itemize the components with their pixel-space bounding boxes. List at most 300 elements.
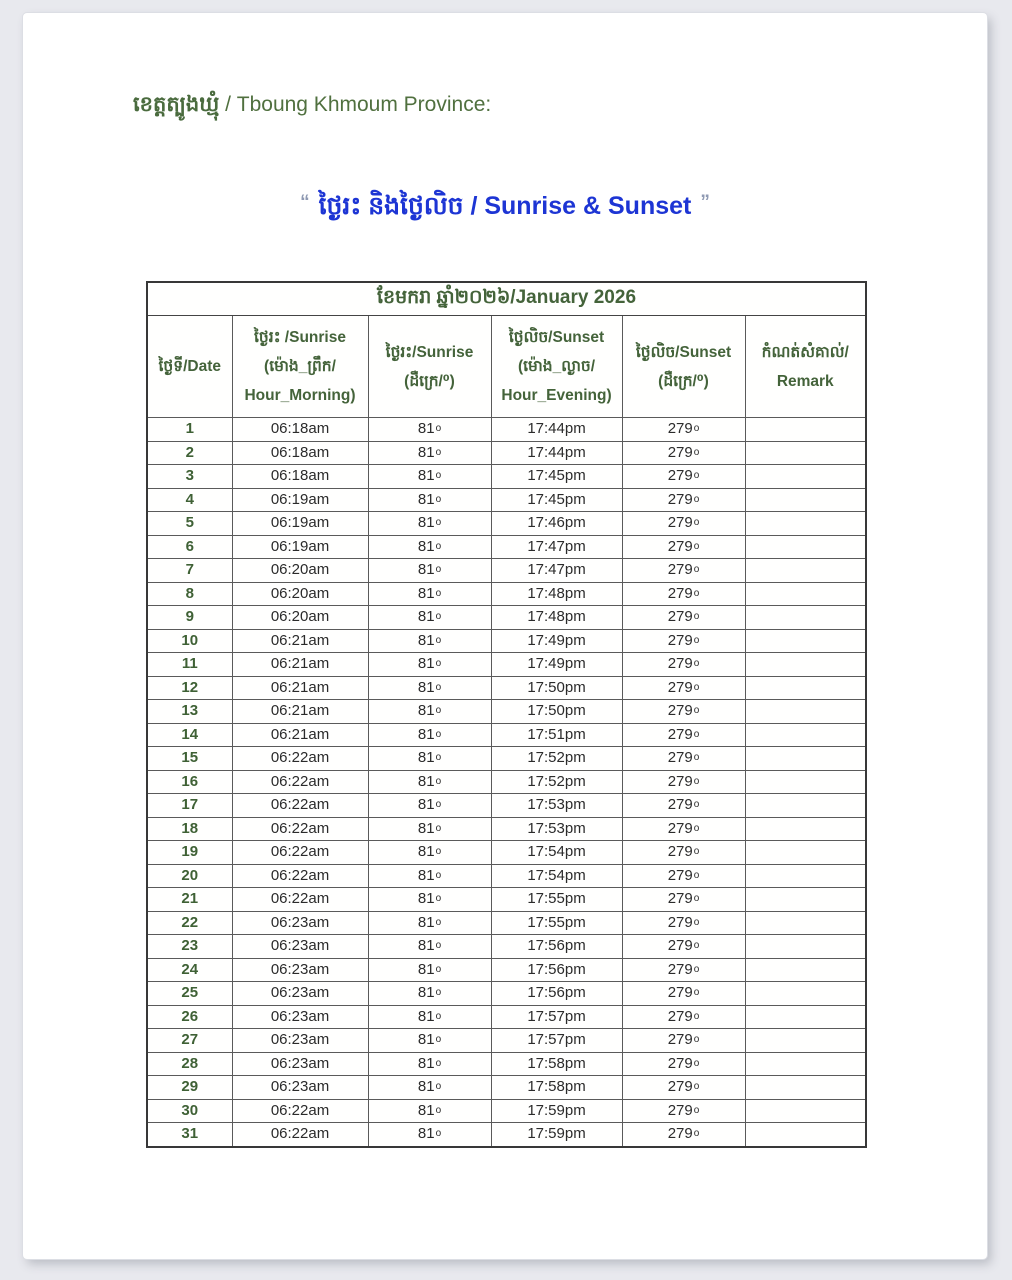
remark-cell xyxy=(745,606,866,630)
degree-symbol: o xyxy=(693,940,700,952)
date-cell: 26 xyxy=(147,1005,232,1029)
degree-symbol: o xyxy=(693,1081,700,1093)
degree-symbol: o xyxy=(693,658,700,670)
sunrise-time-cell: 06:22am xyxy=(232,770,368,794)
date-cell: 31 xyxy=(147,1123,232,1147)
remark-cell xyxy=(745,747,866,771)
title-open-quote: “ xyxy=(300,192,310,213)
date-cell: 28 xyxy=(147,1052,232,1076)
table-row xyxy=(147,488,866,512)
sunrise-degree-cell: 81o xyxy=(368,653,491,677)
degree-symbol: o xyxy=(435,1081,442,1093)
date-cell: 12 xyxy=(147,676,232,700)
sunrise-time-cell: 06:22am xyxy=(232,747,368,771)
table-row xyxy=(147,841,866,865)
sunrise-time-cell: 06:21am xyxy=(232,676,368,700)
sunset-degree-cell: 279o xyxy=(622,535,745,559)
sunrise-time-cell: 06:21am xyxy=(232,653,368,677)
sunset-time-cell: 17:56pm xyxy=(491,935,622,959)
degree-symbol: o xyxy=(435,846,442,858)
remark-cell xyxy=(745,1029,866,1053)
sunrise-time-cell: 06:19am xyxy=(232,488,368,512)
sunset-time-cell: 17:55pm xyxy=(491,911,622,935)
degree-symbol: o xyxy=(693,1010,700,1022)
sunset-time-cell: 17:53pm xyxy=(491,817,622,841)
table-row xyxy=(147,535,866,559)
sunset-time-cell: 17:55pm xyxy=(491,888,622,912)
column-header-line: ថ្ងៃរះ/Sunrise xyxy=(385,343,474,361)
sunrise-degree-cell: 81o xyxy=(368,747,491,771)
table-row xyxy=(147,1005,866,1029)
sunrise-degree-cell: 81o xyxy=(368,1029,491,1053)
sunset-degree-cell: 279o xyxy=(622,723,745,747)
degree-symbol: o xyxy=(435,423,442,435)
sunset-time-cell: 17:48pm xyxy=(491,582,622,606)
column-header-line: ថ្ងៃលិច/Sunset xyxy=(635,343,732,361)
sunset-time-cell: 17:58pm xyxy=(491,1052,622,1076)
degree-symbol: o xyxy=(435,493,442,505)
sunrise-degree-cell: 81o xyxy=(368,841,491,865)
date-cell: 15 xyxy=(147,747,232,771)
date-cell: 3 xyxy=(147,465,232,489)
degree-symbol: o xyxy=(435,1057,442,1069)
degree-symbol: o xyxy=(693,869,700,881)
sunrise-degree-cell: 81o xyxy=(368,1099,491,1123)
column-header-sunrise_deg xyxy=(368,316,491,418)
degree-symbol: o xyxy=(693,822,700,834)
degree-symbol: o xyxy=(435,752,442,764)
sunrise-time-cell: 06:22am xyxy=(232,794,368,818)
remark-cell xyxy=(745,629,866,653)
table-row xyxy=(147,700,866,724)
sunrise-degree-cell: 81o xyxy=(368,864,491,888)
sunset-degree-cell: 279o xyxy=(622,582,745,606)
table-row xyxy=(147,512,866,536)
remark-cell xyxy=(745,700,866,724)
degree-symbol: o xyxy=(435,658,442,670)
sunrise-degree-cell: 81o xyxy=(368,512,491,536)
remark-cell xyxy=(745,512,866,536)
sunrise-degree-cell: 81o xyxy=(368,629,491,653)
date-cell: 11 xyxy=(147,653,232,677)
date-cell: 19 xyxy=(147,841,232,865)
province-heading xyxy=(133,87,491,123)
sunset-degree-cell: 279o xyxy=(622,864,745,888)
sunset-degree-cell: 279o xyxy=(622,1029,745,1053)
sunrise-time-cell: 06:23am xyxy=(232,1005,368,1029)
sunset-degree-cell: 279o xyxy=(622,488,745,512)
sunrise-degree-cell: 81o xyxy=(368,441,491,465)
degree-symbol: o xyxy=(435,869,442,881)
remark-cell xyxy=(745,676,866,700)
sunrise-time-cell: 06:18am xyxy=(232,465,368,489)
sunset-time-cell: 17:48pm xyxy=(491,606,622,630)
degree-symbol: o xyxy=(693,1057,700,1069)
degree-symbol: o xyxy=(693,1104,700,1116)
sunset-time-cell: 17:53pm xyxy=(491,794,622,818)
sunrise-time-cell: 06:21am xyxy=(232,723,368,747)
sunrise-degree-cell: 81o xyxy=(368,488,491,512)
sunset-time-cell: 17:45pm xyxy=(491,465,622,489)
sunrise-time-cell: 06:18am xyxy=(232,418,368,442)
page-title-latin: / Sunrise & Sunset xyxy=(463,192,692,220)
sunrise-degree-cell: 81o xyxy=(368,606,491,630)
remark-cell xyxy=(745,653,866,677)
degree-symbol: o xyxy=(693,493,700,505)
table-caption: ខែមករា ឆ្នាំ២០២៦/January 2026 xyxy=(147,282,866,316)
remark-cell xyxy=(745,1099,866,1123)
degree-symbol: o xyxy=(435,470,442,482)
remark-cell xyxy=(745,911,866,935)
sunset-degree-cell: 279o xyxy=(622,629,745,653)
remark-cell xyxy=(745,982,866,1006)
table-body xyxy=(147,418,866,1147)
date-cell: 2 xyxy=(147,441,232,465)
degree-symbol: o xyxy=(435,893,442,905)
remark-cell xyxy=(745,794,866,818)
sunrise-degree-cell: 81o xyxy=(368,817,491,841)
sunset-time-cell: 17:57pm xyxy=(491,1029,622,1053)
column-header-line: ថ្ងៃរះ /Sunrise xyxy=(254,329,346,346)
date-cell: 16 xyxy=(147,770,232,794)
column-header-sunset_deg xyxy=(622,316,745,418)
column-header-date xyxy=(147,316,232,418)
sunset-time-cell: 17:47pm xyxy=(491,535,622,559)
degree-symbol: o xyxy=(693,470,700,482)
table-row xyxy=(147,582,866,606)
sunrise-time-cell: 06:19am xyxy=(232,535,368,559)
remark-cell xyxy=(745,1005,866,1029)
degree-symbol: o xyxy=(435,1104,442,1116)
sunset-degree-cell: 279o xyxy=(622,653,745,677)
sunset-time-cell: 17:59pm xyxy=(491,1123,622,1147)
column-header-line: (ដឺក្រេ/⁰) xyxy=(404,372,455,390)
sunset-degree-cell: 279o xyxy=(622,441,745,465)
sunrise-degree-cell: 81o xyxy=(368,676,491,700)
sunrise-time-cell: 06:23am xyxy=(232,911,368,935)
remark-cell xyxy=(745,1052,866,1076)
sunrise-time-cell: 06:23am xyxy=(232,958,368,982)
date-cell: 20 xyxy=(147,864,232,888)
sunrise-degree-cell: 81o xyxy=(368,958,491,982)
table-row xyxy=(147,629,866,653)
table-row xyxy=(147,606,866,630)
degree-symbol: o xyxy=(693,752,700,764)
sunset-time-cell: 17:54pm xyxy=(491,864,622,888)
table-row xyxy=(147,1052,866,1076)
column-header-line: Hour_Morning) xyxy=(244,387,356,404)
table-row xyxy=(147,888,866,912)
sunrise-degree-cell: 81o xyxy=(368,1005,491,1029)
date-cell: 17 xyxy=(147,794,232,818)
table-row xyxy=(147,418,866,442)
sunset-time-cell: 17:56pm xyxy=(491,958,622,982)
sunset-degree-cell: 279o xyxy=(622,794,745,818)
sunrise-time-cell: 06:22am xyxy=(232,817,368,841)
title-close-quote: ” xyxy=(700,192,710,213)
table-caption-row xyxy=(147,282,866,316)
date-cell: 18 xyxy=(147,817,232,841)
date-cell: 7 xyxy=(147,559,232,583)
degree-symbol: o xyxy=(435,681,442,693)
degree-symbol: o xyxy=(693,634,700,646)
sunset-time-cell: 17:50pm xyxy=(491,700,622,724)
sunset-degree-cell: 279o xyxy=(622,700,745,724)
sunset-time-cell: 17:49pm xyxy=(491,653,622,677)
sunset-time-cell: 17:54pm xyxy=(491,841,622,865)
sunset-degree-cell: 279o xyxy=(622,982,745,1006)
sunrise-degree-cell: 81o xyxy=(368,911,491,935)
degree-symbol: o xyxy=(693,681,700,693)
degree-symbol: o xyxy=(693,540,700,552)
degree-symbol: o xyxy=(435,611,442,623)
remark-cell xyxy=(745,418,866,442)
date-cell: 4 xyxy=(147,488,232,512)
remark-cell xyxy=(745,582,866,606)
degree-symbol: o xyxy=(435,517,442,529)
degree-symbol: o xyxy=(693,564,700,576)
date-cell: 24 xyxy=(147,958,232,982)
degree-symbol: o xyxy=(435,940,442,952)
sunset-degree-cell: 279o xyxy=(622,841,745,865)
table-row xyxy=(147,794,866,818)
degree-symbol: o xyxy=(693,611,700,623)
degree-symbol: o xyxy=(435,540,442,552)
degree-symbol: o xyxy=(435,822,442,834)
remark-cell xyxy=(745,488,866,512)
table-row xyxy=(147,1123,866,1147)
degree-symbol: o xyxy=(435,1128,442,1140)
sunset-time-cell: 17:46pm xyxy=(491,512,622,536)
sunset-degree-cell: 279o xyxy=(622,958,745,982)
table-row xyxy=(147,911,866,935)
sunrise-time-cell: 06:21am xyxy=(232,629,368,653)
degree-symbol: o xyxy=(693,987,700,999)
date-cell: 25 xyxy=(147,982,232,1006)
degree-symbol: o xyxy=(693,1034,700,1046)
sunset-time-cell: 17:58pm xyxy=(491,1076,622,1100)
sunrise-time-cell: 06:22am xyxy=(232,1123,368,1147)
degree-symbol: o xyxy=(693,705,700,717)
degree-symbol: o xyxy=(693,728,700,740)
date-cell: 9 xyxy=(147,606,232,630)
date-cell: 27 xyxy=(147,1029,232,1053)
column-header-line: ថ្ងៃទី/Date xyxy=(158,358,221,375)
sunrise-degree-cell: 81o xyxy=(368,982,491,1006)
sunset-degree-cell: 279o xyxy=(622,747,745,771)
date-cell: 5 xyxy=(147,512,232,536)
date-cell: 6 xyxy=(147,535,232,559)
degree-symbol: o xyxy=(693,799,700,811)
sunrise-degree-cell: 81o xyxy=(368,582,491,606)
column-header-remark xyxy=(745,316,866,418)
sunrise-degree-cell: 81o xyxy=(368,1076,491,1100)
sunset-time-cell: 17:50pm xyxy=(491,676,622,700)
sunrise-time-cell: 06:23am xyxy=(232,935,368,959)
table-row xyxy=(147,559,866,583)
sunrise-degree-cell: 81o xyxy=(368,418,491,442)
sunset-degree-cell: 279o xyxy=(622,559,745,583)
sunset-degree-cell: 279o xyxy=(622,512,745,536)
degree-symbol: o xyxy=(435,634,442,646)
degree-symbol: o xyxy=(435,446,442,458)
sunrise-degree-cell: 81o xyxy=(368,723,491,747)
sunrise-degree-cell: 81o xyxy=(368,700,491,724)
sunset-degree-cell: 279o xyxy=(622,817,745,841)
table-row xyxy=(147,723,866,747)
remark-cell xyxy=(745,1123,866,1147)
degree-symbol: o xyxy=(693,446,700,458)
date-cell: 30 xyxy=(147,1099,232,1123)
remark-cell xyxy=(745,770,866,794)
table-row xyxy=(147,676,866,700)
sunrise-time-cell: 06:20am xyxy=(232,559,368,583)
date-cell: 1 xyxy=(147,418,232,442)
remark-cell xyxy=(745,958,866,982)
degree-symbol: o xyxy=(435,987,442,999)
remark-cell xyxy=(745,888,866,912)
table-row xyxy=(147,958,866,982)
column-header-line: (ម៉ោង_ព្រឹក/ xyxy=(264,358,336,375)
sunrise-sunset-table xyxy=(146,281,867,1148)
sunset-degree-cell: 279o xyxy=(622,1099,745,1123)
column-header-line: (ដឺក្រេ/⁰) xyxy=(658,372,709,390)
sunrise-time-cell: 06:20am xyxy=(232,582,368,606)
sunset-time-cell: 17:44pm xyxy=(491,441,622,465)
date-cell: 22 xyxy=(147,911,232,935)
sunrise-degree-cell: 81o xyxy=(368,465,491,489)
table-header-row xyxy=(147,316,866,418)
province-name-latin: / Tboung Khmoum Province: xyxy=(219,93,492,116)
sunrise-time-cell: 06:23am xyxy=(232,1029,368,1053)
sunrise-time-cell: 06:22am xyxy=(232,888,368,912)
sunrise-degree-cell: 81o xyxy=(368,935,491,959)
degree-symbol: o xyxy=(693,916,700,928)
remark-cell xyxy=(745,817,866,841)
degree-symbol: o xyxy=(435,916,442,928)
sunrise-degree-cell: 81o xyxy=(368,559,491,583)
sunset-time-cell: 17:51pm xyxy=(491,723,622,747)
column-header-line: Remark xyxy=(776,372,834,390)
degree-symbol: o xyxy=(435,1010,442,1022)
degree-symbol: o xyxy=(435,564,442,576)
sunset-degree-cell: 279o xyxy=(622,1052,745,1076)
degree-symbol: o xyxy=(435,963,442,975)
sunrise-degree-cell: 81o xyxy=(368,794,491,818)
date-cell: 21 xyxy=(147,888,232,912)
degree-symbol: o xyxy=(693,1128,700,1140)
sunrise-degree-cell: 81o xyxy=(368,1052,491,1076)
remark-cell xyxy=(745,1076,866,1100)
sunset-time-cell: 17:56pm xyxy=(491,982,622,1006)
sunrise-time-cell: 06:23am xyxy=(232,1076,368,1100)
sunrise-time-cell: 06:18am xyxy=(232,441,368,465)
date-cell: 8 xyxy=(147,582,232,606)
sunset-degree-cell: 279o xyxy=(622,418,745,442)
table-row xyxy=(147,747,866,771)
table-row xyxy=(147,982,866,1006)
date-cell: 23 xyxy=(147,935,232,959)
sunrise-degree-cell: 81o xyxy=(368,770,491,794)
table-row xyxy=(147,864,866,888)
column-header-line: កំណត់សំគាល់/ xyxy=(761,343,849,361)
sunrise-time-cell: 06:23am xyxy=(232,1052,368,1076)
sunset-degree-cell: 279o xyxy=(622,1076,745,1100)
sunset-degree-cell: 279o xyxy=(622,770,745,794)
sunset-time-cell: 17:49pm xyxy=(491,629,622,653)
sunset-time-cell: 17:52pm xyxy=(491,747,622,771)
remark-cell xyxy=(745,465,866,489)
degree-symbol: o xyxy=(435,1034,442,1046)
column-header-line: Hour_Evening) xyxy=(501,387,612,404)
table-row xyxy=(147,653,866,677)
degree-symbol: o xyxy=(693,423,700,435)
sunrise-degree-cell: 81o xyxy=(368,888,491,912)
sunrise-time-cell: 06:19am xyxy=(232,512,368,536)
table-row xyxy=(147,465,866,489)
remark-cell xyxy=(745,441,866,465)
sunset-degree-cell: 279o xyxy=(622,606,745,630)
remark-cell xyxy=(745,535,866,559)
remark-cell xyxy=(745,935,866,959)
degree-symbol: o xyxy=(435,587,442,599)
province-name-khmer: ខេត្តត្បូងឃ្មុំ xyxy=(133,93,220,116)
sunset-time-cell: 17:45pm xyxy=(491,488,622,512)
sunrise-time-cell: 06:23am xyxy=(232,982,368,1006)
sunset-degree-cell: 279o xyxy=(622,888,745,912)
degree-symbol: o xyxy=(693,893,700,905)
sunrise-time-cell: 06:22am xyxy=(232,864,368,888)
sunrise-time-cell: 06:21am xyxy=(232,700,368,724)
sunset-time-cell: 17:59pm xyxy=(491,1099,622,1123)
degree-symbol: o xyxy=(693,587,700,599)
sunset-time-cell: 17:44pm xyxy=(491,418,622,442)
table-row xyxy=(147,1076,866,1100)
sunrise-time-cell: 06:22am xyxy=(232,841,368,865)
date-cell: 13 xyxy=(147,700,232,724)
sunrise-degree-cell: 81o xyxy=(368,535,491,559)
degree-symbol: o xyxy=(435,705,442,717)
table-row xyxy=(147,770,866,794)
remark-cell xyxy=(745,841,866,865)
date-cell: 14 xyxy=(147,723,232,747)
remark-cell xyxy=(745,559,866,583)
column-header-line: (ម៉ោង_ល្ងាច/ xyxy=(517,358,596,375)
date-cell: 29 xyxy=(147,1076,232,1100)
sunset-degree-cell: 279o xyxy=(622,911,745,935)
sunset-time-cell: 17:57pm xyxy=(491,1005,622,1029)
degree-symbol: o xyxy=(693,775,700,787)
table-row xyxy=(147,1099,866,1123)
sunset-time-cell: 17:47pm xyxy=(491,559,622,583)
sunset-degree-cell: 279o xyxy=(622,465,745,489)
sunset-degree-cell: 279o xyxy=(622,935,745,959)
degree-symbol: o xyxy=(435,728,442,740)
degree-symbol: o xyxy=(435,775,442,787)
remark-cell xyxy=(745,864,866,888)
table-row xyxy=(147,935,866,959)
sunset-degree-cell: 279o xyxy=(622,1005,745,1029)
document-page xyxy=(23,13,987,1259)
column-header-sunset_time xyxy=(491,316,622,418)
sunrise-time-cell: 06:22am xyxy=(232,1099,368,1123)
table-row xyxy=(147,817,866,841)
sunrise-time-cell: 06:20am xyxy=(232,606,368,630)
remark-cell xyxy=(745,723,866,747)
sunset-time-cell: 17:52pm xyxy=(491,770,622,794)
sunset-degree-cell: 279o xyxy=(622,676,745,700)
date-cell: 10 xyxy=(147,629,232,653)
